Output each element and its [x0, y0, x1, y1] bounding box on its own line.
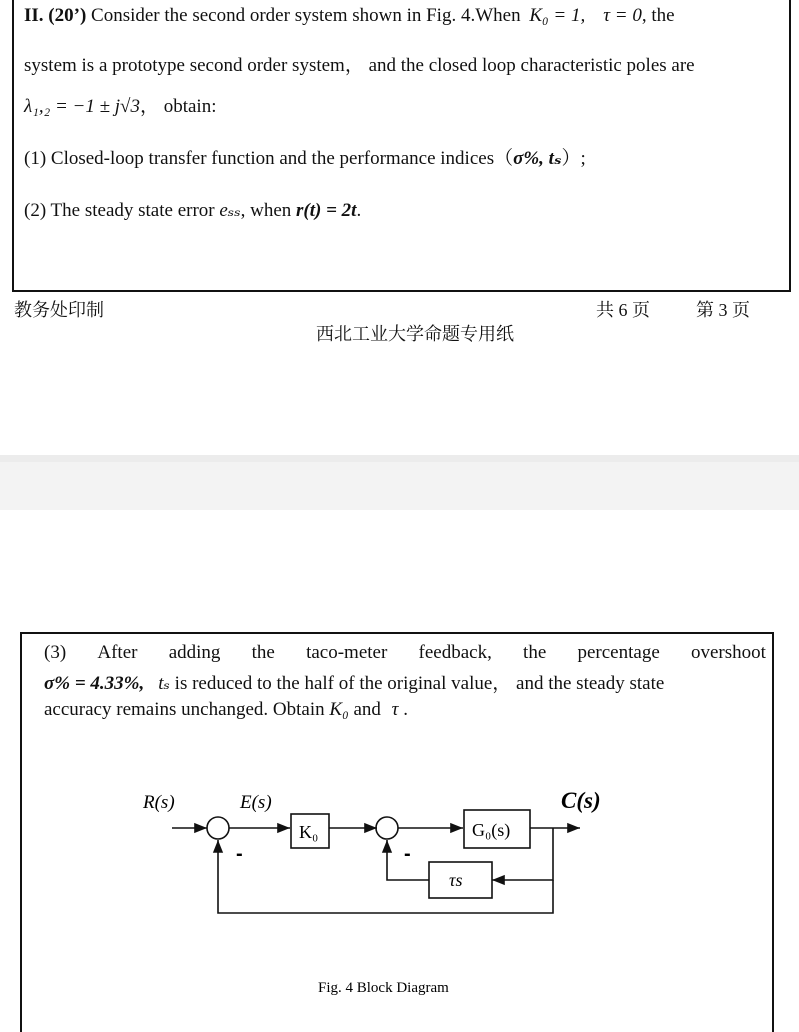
outer-minus-sign: - — [236, 843, 243, 865]
k0-symbol: K₀ — [329, 699, 349, 720]
question-text-end: , the — [641, 5, 675, 26]
part3-line3-text: accuracy remains unchanged. Obtain — [44, 699, 330, 720]
part3-line2-text: is reduced to the half of the original value， and the steady state — [169, 673, 665, 694]
total-pages: 共 6 页 — [596, 300, 650, 320]
item2-end: . — [356, 200, 362, 221]
gain-label: K₀ — [299, 822, 319, 842]
output-label: C(s) — [561, 788, 601, 813]
poles-expression: λ₁,₂ = −1 ± j√3 — [24, 96, 140, 117]
page-number: 第 3 页 — [696, 300, 750, 320]
tacho-label: τs — [449, 870, 463, 890]
word: the — [523, 642, 547, 663]
word: feedback, — [418, 642, 492, 663]
input-function: r(t) = 2t — [296, 200, 357, 221]
question-number: II. (20’) — [24, 5, 87, 26]
item2-text: (2) The steady state error — [24, 200, 220, 221]
plant-label: G₀(s) — [472, 820, 511, 840]
question-text: Consider the second order system shown in Fig. 4.When — [86, 5, 526, 26]
performance-indices: σ%, tₛ — [513, 148, 562, 169]
overshoot-value: σ% = 4.33%, — [44, 673, 145, 694]
exam-paper-label: 西北工业大学命题专用纸 — [316, 324, 514, 344]
word: adding — [168, 642, 221, 663]
input-label: R(s) — [143, 792, 175, 813]
steady-state-error: eₛₛ — [219, 200, 241, 221]
settling-time: tₛ — [158, 673, 170, 694]
summing-junction-inner — [376, 817, 398, 839]
error-label: E(s) — [240, 792, 272, 813]
word: percentage — [577, 642, 660, 663]
word: overshoot — [690, 642, 766, 663]
item1-end: ）; — [561, 148, 586, 169]
word: (3) — [44, 642, 67, 663]
word: After — [97, 642, 138, 663]
inner-minus-sign: - — [404, 843, 411, 865]
obtain-text: ， obtain: — [139, 96, 217, 117]
figure-caption: Fig. 4 Block Diagram — [318, 980, 449, 996]
part3-line3-end: . — [398, 699, 408, 720]
k0-condition: K₀ = 1, — [529, 5, 586, 26]
word: taco-meter — [306, 642, 388, 663]
question-line-2: system is a prototype second order system， and the closed loop characteristic poles are — [24, 55, 695, 76]
tau-condition: τ = 0 — [603, 5, 642, 26]
and-text: and — [348, 699, 386, 720]
tau-symbol: τ — [391, 699, 399, 720]
printed-by: 教务处印制 — [14, 300, 104, 320]
word: the — [251, 642, 275, 663]
item1-text: (1) Closed-loop transfer function and the performance indices（ — [24, 148, 514, 169]
item2-mid: , when — [240, 200, 297, 221]
summing-junction-outer — [207, 817, 229, 839]
unity-feedback-line — [218, 840, 553, 913]
